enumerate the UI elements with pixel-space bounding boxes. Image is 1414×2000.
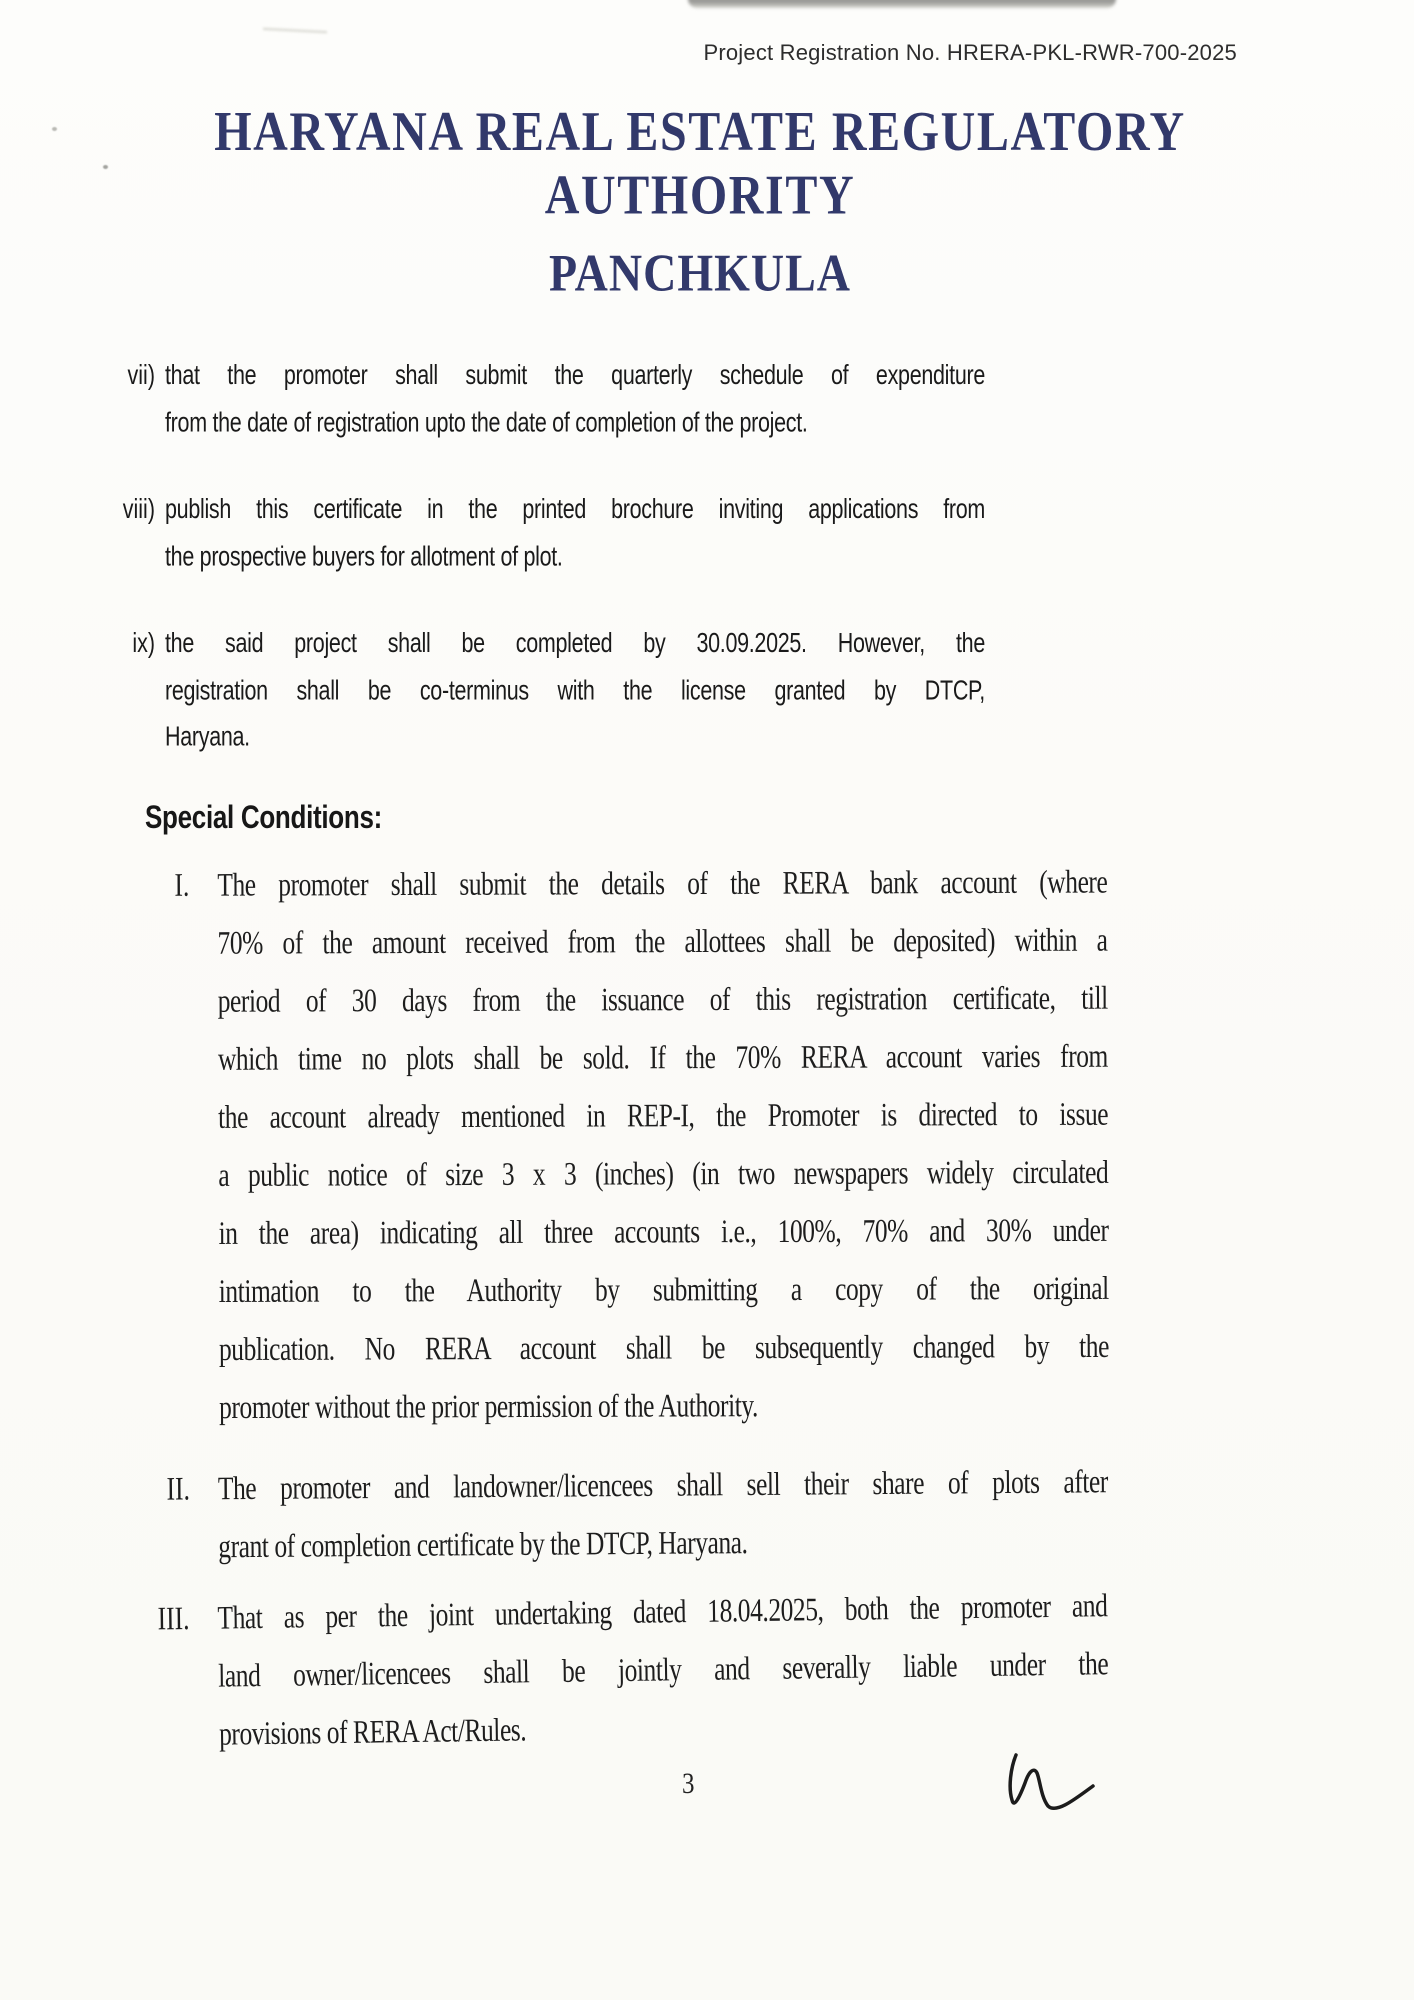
special-line: publication. No RERA account shall be subsequently changed by the: [218, 1327, 1109, 1368]
document-title: HARYANA REAL ESTATE REGULATORY AUTHORITY: [214, 101, 1186, 227]
special-text: [217, 853, 1109, 1437]
special-line: which time no plots shall be sold. If the 70% RERA account varies from: [217, 1037, 1108, 1078]
scan-streak-artifact: [263, 27, 327, 33]
special-line: provisions of RERA Act/Rules.: [218, 1710, 527, 1753]
document-header: [55, 100, 1345, 303]
special-conditions-heading: Special Conditions:: [145, 798, 382, 836]
document-subtitle: PANCHKULA: [548, 243, 852, 303]
condition-line: registration shall be co-terminus with the license granted by DTCP,: [165, 674, 985, 706]
special-line: The promoter shall submit the details of the RERA bank account (where: [217, 862, 1108, 904]
special-text: [218, 1452, 1109, 1575]
condition-line: the prospective buyers for allotment of plot.: [165, 540, 563, 572]
condition-item-viii: [103, 486, 987, 572]
special-line: grant of completion certificate by the DTCP, Haryana.: [218, 1523, 748, 1565]
condition-line: the said project shall be completed by 30.09.2025. However, the: [165, 627, 985, 659]
condition-text: [165, 620, 985, 761]
condition-marker: ix): [132, 627, 155, 659]
condition-text: [165, 486, 985, 580]
scan-edge-artifact: [688, 0, 1116, 8]
special-line: land owner/licencees shall be jointly and severally liable under the: [218, 1644, 1109, 1695]
special-line: in the area) indicating all three accounts i.e., 100%, 70% and 30% under: [218, 1211, 1109, 1252]
special-item-III: [117, 1576, 1109, 1753]
special-marker: II.: [166, 1469, 191, 1508]
special-line: intimation to the Authority by submitting a copy of the original: [218, 1269, 1109, 1310]
special-item-II: [118, 1452, 1109, 1565]
page-number: 3: [682, 1768, 695, 1801]
condition-line: Haryana.: [165, 721, 250, 753]
condition-line: that the promoter shall submit the quarterly schedule of expenditure: [165, 359, 985, 391]
condition-marker: vii): [127, 359, 155, 391]
special-line: period of 30 days from the issuance of this registration certificate, till: [217, 978, 1108, 1020]
special-line: That as per the joint undertaking dated 18.04.2025, both the promoter and: [217, 1586, 1108, 1637]
special-line: promoter without the prior permission of the Authority.: [219, 1386, 758, 1426]
registration-number: Project Registration No. HRERA-PKL-RWR-700-2025: [703, 40, 1237, 65]
condition-item-vii: [103, 352, 987, 438]
special-marker: I.: [174, 866, 190, 904]
condition-line: publish this certificate in the printed brochure inviting applications from: [165, 493, 985, 525]
condition-text: [165, 352, 985, 446]
special-line: 70% of the amount received from the allottees shall be deposited) within a: [217, 920, 1108, 962]
condition-marker: viii): [122, 493, 155, 525]
condition-item-ix: [103, 620, 987, 753]
special-line: The promoter and landowner/licencees shall sell their share of plots after: [217, 1462, 1108, 1507]
special-marker: III.: [157, 1599, 190, 1638]
signature-mark-icon: [980, 1740, 1140, 1830]
special-line: a public notice of size 3 x 3 (inches) (in two newspapers widely circulated: [218, 1153, 1109, 1194]
special-text: [217, 1576, 1109, 1763]
special-line: the account already mentioned in REP-I, the Promoter is directed to issue: [218, 1095, 1109, 1136]
special-item-I: [117, 853, 1109, 1426]
condition-line: from the date of registration upto the date of completion of the project.: [165, 406, 808, 438]
